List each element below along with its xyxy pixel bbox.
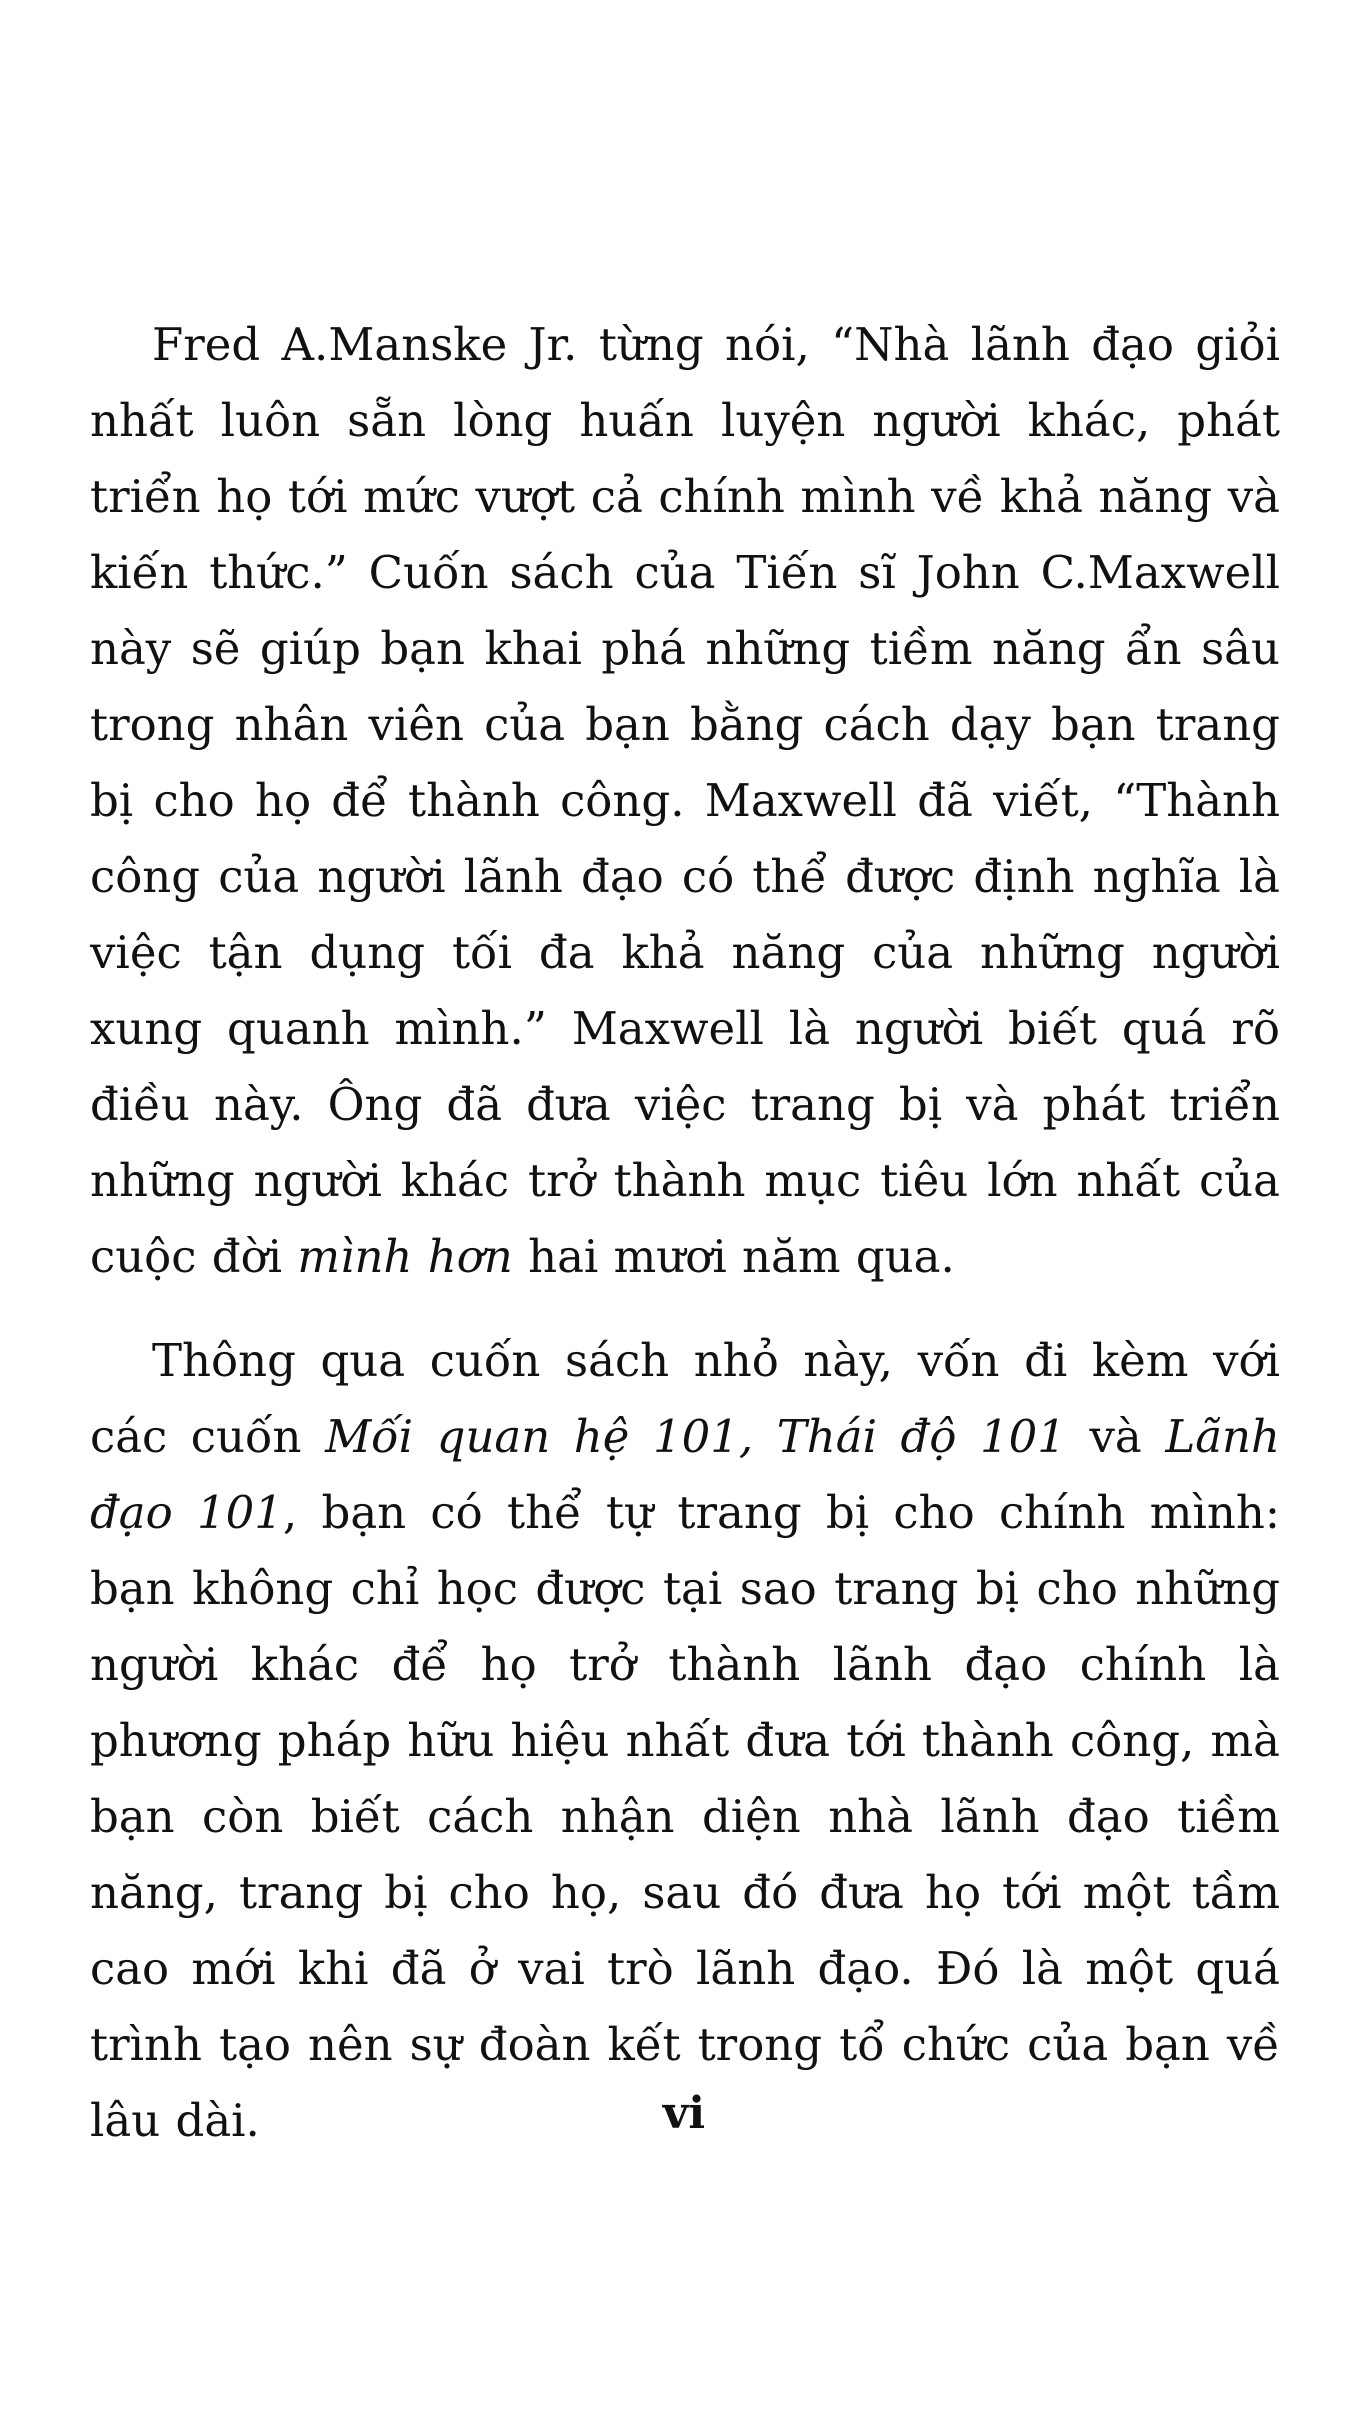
page-number: vi	[662, 2088, 706, 2139]
paragraph-2-text-3: , bạn có thể tự trang bị cho chính mình: bạn không chỉ học được tại sao trang bị cho những người khác để họ trở thành lãnh đạo chính là phương pháp hữu hiệu nhất đưa tới thành công, mà bạn còn biết cách nhận diện nhà lãnh đạo tiềm năng, trang bị cho họ, sau đó đưa họ tới một tầm cao mới khi đã ở vai trò lãnh đạo. Đó là một quá trình tạo nên sự đoàn kết trong tổ chức của bạn về lâu dài.	[90, 1486, 1280, 2147]
paragraph-2-text-1: Thông qua cuốn sách nhỏ này, vốn đi kèm với các cuốn	[90, 1334, 1280, 1463]
paragraph-2	[90, 1323, 1280, 2159]
paragraph-1-italic-1: mình hơn	[297, 1230, 513, 1283]
paragraph-1-text-1: Fred A.Manske Jr. từng nói, “Nhà lãnh đạo giỏi nhất luôn sẵn lòng huấn luyện người khác, phát triển họ tới mức vượt cả chính mình về khả năng và kiến thức.” Cuốn sách của Tiến sĩ John C.Maxwell này sẽ giúp bạn khai phá những tiềm năng ẩn sâu trong nhân viên của bạn bằng cách dạy bạn trang bị cho họ để thành công. Maxwell đã viết, “Thành công của người lãnh đạo có thể được định nghĩa là việc tận dụng tối đa khả năng của những người xung quanh mình.” Maxwell là người biết quá rõ điều này. Ông đã đưa việc trang bị và phát triển những người khác trở thành mục tiêu lớn nhất của cuộc đời	[90, 318, 1280, 1283]
paragraph-1	[90, 307, 1280, 1295]
paragraph-2-italic-2: Lãnh đạo 101	[90, 1410, 1280, 1539]
paragraph-1-text-2: hai mươi năm qua.	[528, 1230, 955, 1283]
paragraph-2-italic-1: Mối quan hệ 101, Thái độ 101	[325, 1410, 1066, 1463]
paragraph-2-text-2: và	[1089, 1410, 1142, 1463]
